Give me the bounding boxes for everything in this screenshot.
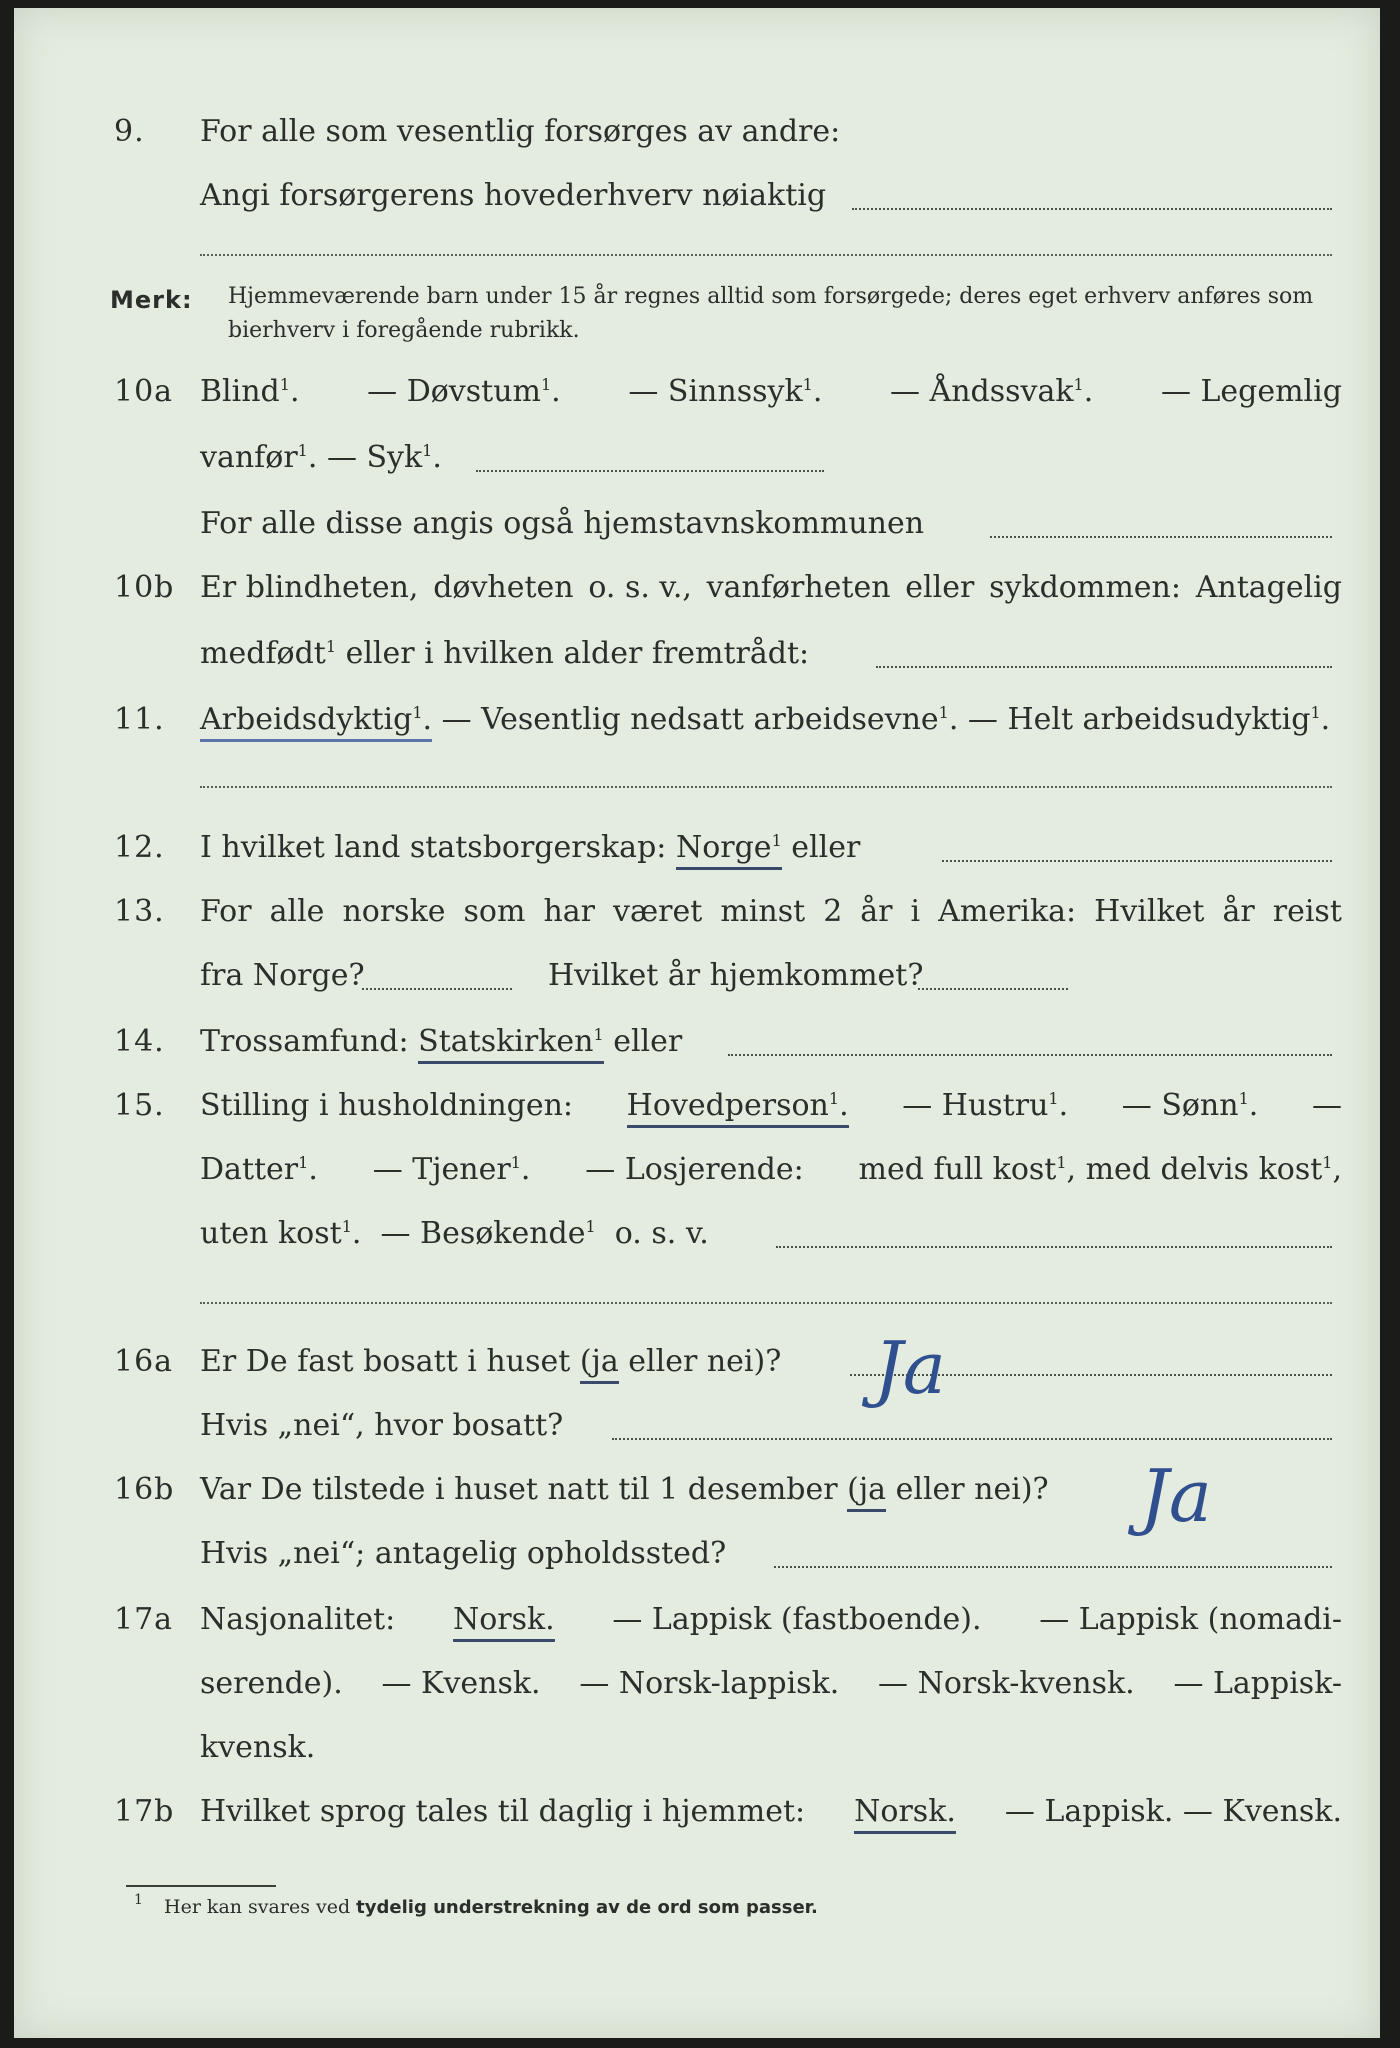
- q14-number: 14.: [114, 1024, 165, 1059]
- q16a-text: Er De fast bosatt i huset (ja eller nei)?: [200, 1344, 781, 1379]
- q11-options: Arbeidsdyktig$^1$. — Vesentlig nedsatt arbeidsevne$^1$. — Helt arbeidsudyktig$^1$.: [200, 702, 1330, 737]
- q10b-answer-line[interactable]: [876, 666, 1332, 668]
- census-form-page: [14, 8, 1380, 2038]
- q15-row-3: [14, 1216, 1380, 1276]
- q11-arbeidsdyktig-underlined: Arbeidsdyktig$^1$.: [200, 702, 432, 742]
- q12-text: I hvilket land statsborgerskap: Norge$^1$ eller: [200, 830, 860, 865]
- q10b-row: [14, 570, 1380, 630]
- q16a-row: [14, 1344, 1380, 1404]
- q16b-hvis-nei: Hvis „nei“; antagelig opholdssted?: [200, 1536, 727, 1571]
- q17a-line-3: kvensk.: [200, 1730, 316, 1765]
- q10a-hjemstavn-text: For alle disse angis også hjemstavnskommunen: [200, 506, 925, 541]
- q16b-handwritten-answer: Ja: [1140, 1454, 1212, 1538]
- q10a-dovstum: — Døvstum$^1$.: [367, 374, 561, 409]
- q17a-row: [14, 1602, 1380, 1662]
- q15-hovedperson-underlined: Hovedperson$^1$.: [627, 1088, 849, 1128]
- q13-row-2: [14, 958, 1380, 1018]
- q10a-andssvak: — Åndssvak$^1$.: [890, 374, 1094, 409]
- q17b-norsk-underlined: Norsk.: [854, 1794, 956, 1834]
- q10a-hjemstavn-line[interactable]: [990, 536, 1332, 538]
- q15-row: [14, 1088, 1380, 1148]
- q15-answer-line-2[interactable]: [200, 1302, 1332, 1304]
- q17a-norsk-underlined: Norsk.: [453, 1602, 555, 1642]
- q16a-number: 16a: [114, 1344, 174, 1379]
- q15-row-2: [14, 1152, 1380, 1212]
- q10a-syk-line[interactable]: [476, 470, 824, 472]
- q12-answer-line[interactable]: [942, 860, 1332, 862]
- q10b-text: Er blindheten, døvheten o. s. v., vanførheten eller sykdommen: Antagelig: [200, 570, 1342, 605]
- q12-norge-underlined: Norge$^1$: [676, 830, 782, 870]
- merk-text: Hjemmeværende barn under 15 år regnes alltid som forsørgede; deres eget erhverv anføres som bierhverv i foregående rubrikk.: [228, 284, 1314, 343]
- q15-answer-line[interactable]: [776, 1246, 1332, 1248]
- q11-number: 11.: [114, 702, 165, 737]
- q13-text: For alle norske som har været minst 2 år i Amerika: Hvilket år reist: [200, 894, 1342, 929]
- q17b-number: 17b: [114, 1794, 175, 1829]
- q16b-ja-underlined: (ja: [847, 1472, 886, 1512]
- footnote-mark: 1: [134, 1892, 143, 1908]
- q14-answer-line[interactable]: [728, 1054, 1332, 1056]
- footnote: [134, 1892, 818, 1918]
- q17a-row-2: [14, 1666, 1380, 1726]
- q9-provider-text: Angi forsørgerens hovederhverv nøiaktig: [200, 178, 827, 213]
- q17a-line-2: serende). — Kvensk. — Norsk-lappisk. — Norsk-kvensk. — Lappisk-: [200, 1666, 1342, 1701]
- q17a-number: 17a: [114, 1602, 174, 1637]
- q16b-text: Var De tilstede i huset natt til 1 desember (ja eller nei)?: [200, 1472, 1049, 1507]
- q13-number: 13.: [114, 894, 165, 929]
- q17b-row: [14, 1794, 1380, 1854]
- q11-answer-line[interactable]: [200, 786, 1332, 788]
- q16a-hvis-nei: Hvis „nei“, hvor bosatt?: [200, 1408, 564, 1443]
- q17a-row-3: [14, 1730, 1380, 1790]
- q15-line-2: Datter$^1$. — Tjener$^1$. — Losjerende: med full kost$^1$, med delvis kost$^1$,: [200, 1152, 1342, 1187]
- footnote-bold-text: tydelig understrekning av de ord som passer.: [356, 1897, 818, 1918]
- merk-label: Merk:: [110, 286, 193, 314]
- q16b-number: 16b: [114, 1472, 175, 1507]
- q9-answer-line[interactable]: [852, 208, 1332, 210]
- q10a-row-2: [14, 440, 1380, 500]
- q9-row-2: [14, 178, 1380, 238]
- q15-line-1: Stilling i husholdningen: Hovedperson$^1$. — Hustru$^1$. — Sønn$^1$. —: [200, 1088, 1342, 1128]
- q10a-legemlig: — Legemlig: [1160, 374, 1342, 409]
- q9-answer-line-2[interactable]: [200, 254, 1332, 256]
- q11-row: [14, 702, 1380, 762]
- footnote-rule: [126, 1885, 276, 1887]
- q13-reist-line[interactable]: [362, 988, 512, 990]
- q13-row: [14, 894, 1380, 954]
- q13-fra-norge: fra Norge?: [200, 958, 365, 993]
- q16a-bosatt-line[interactable]: [612, 1438, 1332, 1440]
- q10a-number: 10a: [114, 374, 174, 409]
- q16b-opholdssted-line[interactable]: [774, 1566, 1332, 1568]
- q13-hjemkommet-line[interactable]: [918, 988, 1068, 990]
- q10a-row: [14, 374, 1380, 434]
- q17a-line-1: Nasjonalitet: Norsk. — Lappisk (fastboende). — Lappisk (nomadi-: [200, 1602, 1342, 1642]
- footnote-text: Her kan svares ved: [164, 1896, 351, 1918]
- q10b-medfodt: medfødt$^1$ eller i hvilken alder fremtrådt:: [200, 636, 810, 671]
- q14-row: [14, 1024, 1380, 1084]
- q13-hjemkommet: Hvilket år hjemkommet?: [548, 958, 924, 993]
- q16a-handwritten-answer: Ja: [874, 1326, 946, 1410]
- q9-row: [14, 114, 1380, 174]
- q12-number: 12.: [114, 830, 165, 865]
- q17b-text: Hvilket sprog tales til daglig i hjemmet: Norsk. — Lappisk. — Kvensk.: [200, 1794, 1342, 1834]
- q10a-blind: Blind$^1$.: [200, 374, 300, 409]
- q10a-vanfor: vanfør$^1$. — Syk$^1$.: [200, 440, 442, 475]
- q10a-row-3: [14, 506, 1380, 566]
- q9-number: 9.: [114, 114, 145, 149]
- q10a-sinnssyk: — Sinnssyk$^1$.: [628, 374, 823, 409]
- q15-number: 15.: [114, 1088, 165, 1123]
- q15-line-3: uten kost$^1$. — Besøkende$^1$ o. s. v.: [200, 1216, 709, 1251]
- q9-text: For alle som vesentlig forsørges av andre:: [200, 114, 841, 149]
- q14-text: Trossamfund: Statskirken$^1$ eller: [200, 1024, 682, 1059]
- q16b-row-2: [14, 1536, 1380, 1596]
- q10a-options: [200, 374, 1342, 409]
- q16a-ja-underlined: (ja: [580, 1344, 619, 1384]
- q10b-number: 10b: [114, 570, 175, 605]
- q14-statskirken-underlined: Statskirken$^1$: [418, 1024, 604, 1064]
- q12-row: [14, 830, 1380, 890]
- q10b-row-2: [14, 636, 1380, 696]
